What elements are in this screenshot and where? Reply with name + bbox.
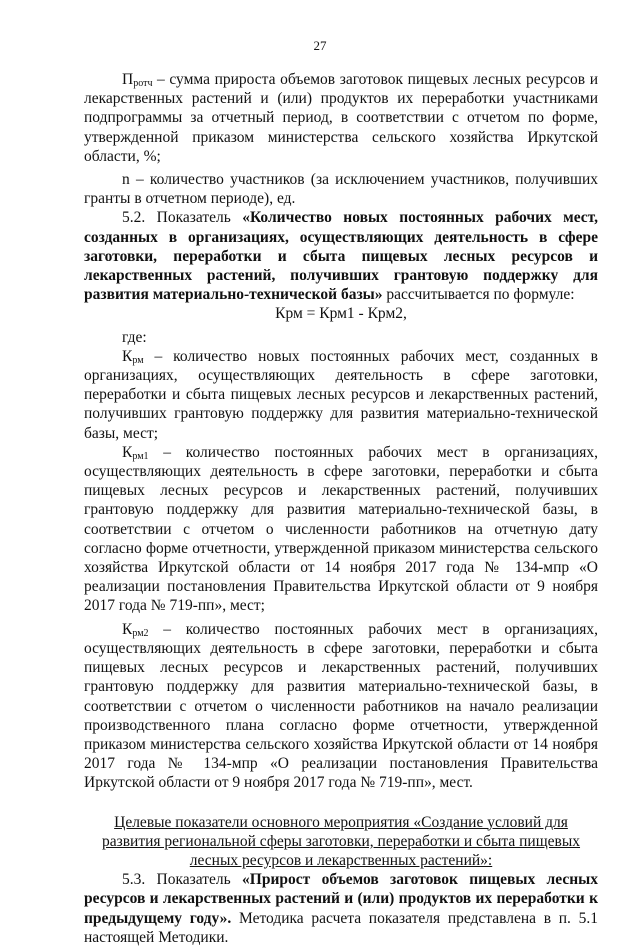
symbol-krm: $К_{рм}$ [122,347,144,366]
page-number: 27 [313,38,327,53]
paragraph-protch-definition: $П_{ротч}$ – сумма прироста объемов заготовок пищевых лесных ресурсов и лекарственных растений и (или) продуктов их переработки участниками подпрограммы за отчетный период, в соответствии с отчетом по форме, утвержденной приказом министерства сельского хозяйства Иркутской области, %; [84,71,598,165]
definition-krm1: $К_{рм1}$ – количество постоянных рабочих мест в организациях, осуществляющих деятельность в сфере заготовки, переработки и сбыта пищевых лесных ресурсов и лекарственных растений, получивших грантовую поддержку для развития материально-технической базы, в соответствии с отчетом о численности работников на отчетную дату согласно форме отчетности, утвержденной приказом министерства сельского хозяйства Иркутской области от 14 ноября 2017 года № 134-мпр «О реализации постановления Правительства Иркутской области от 9 ноября 2017 года № 719-пп», мест; [84,443,598,615]
definition-krm2: $К_{рм2}$ – количество постоянных рабочих мест в организациях, осуществляющих деятельность в сфере заготовки, переработки и сбыта пищевых лесных ресурсов и лекарственных растений, получивших грантовую поддержку для развития материально-технической базы, в соответствии с отчетом о численности работников на начало реализации производственного плана согласно форме отчетности, утвержденной приказом министерства сельского хозяйства Иркутской области от 14 ноября 2017 года № 134-мпр «О реализации постановления Правительства Иркутской области от 9 ноября 2017 года № 719-пп», мест. [84,620,598,792]
indicator-5-3-name: «Прирост объемов заготовок пищевых лесных ресурсов и лекарственных растений и (или) продуктов их переработки к предыдущему году». [84,871,598,927]
formula: Крм = Крм1 - Крм2, [275,305,407,323]
section-heading: Целевые показатели основного мероприятия «Создание условий для развития региональной сферы заготовки, переработки и сбыта пищевых лесных ресурсов и лекарственных растений»: [101,813,581,869]
symbol-protch: $П_{ротч}$ [122,71,153,89]
paragraph-5-2: 5.2. Показатель «Количество новых постоянных рабочих мест, созданных в организациях, осуществляющих деятельность в сфере заготовки, переработки и сбыта пищевых лесных ресурсов и лекарственных растений, получивших грантовую поддержку для развития материально-технической базы» рассчитывается по формуле: [84,209,598,304]
document-body [84,70,598,947]
symbol-krm1: $К_{рм1}$ [122,443,149,462]
paragraph-5-3: 5.3. Показатель «Прирост объемов заготовок пищевых лесных ресурсов и лекарственных растений и (или) продуктов их переработки к предыдущему году». Методика расчета показателя представлена в п. 5.1 настоящей Методики. [84,871,599,946]
symbol-krm2: $К_{рм2}$ [122,620,149,639]
paragraph-n-definition: n – количество участников (за исключением участников, получивших гранты в отчетном периоде), ед. [84,171,598,208]
indicator-5-2-name: «Количество новых постоянных рабочих мест, созданных в организациях, осуществляющих деятельность в сфере заготовки, переработки и сбыта пищевых лесных ресурсов и лекарственных растений, получивших грантовую поддержку для развития материально-технической базы» [84,209,598,304]
definition-krm: $К_{рм}$ – количество новых постоянных рабочих мест, созданных в организациях, осуществляющих деятельность в сфере заготовки, переработки и сбыта пищевых лесных ресурсов и лекарственных растений, получивших грантовую поддержку для развития материально-технической базы, мест; [84,347,598,442]
where-label: где: [122,328,147,346]
